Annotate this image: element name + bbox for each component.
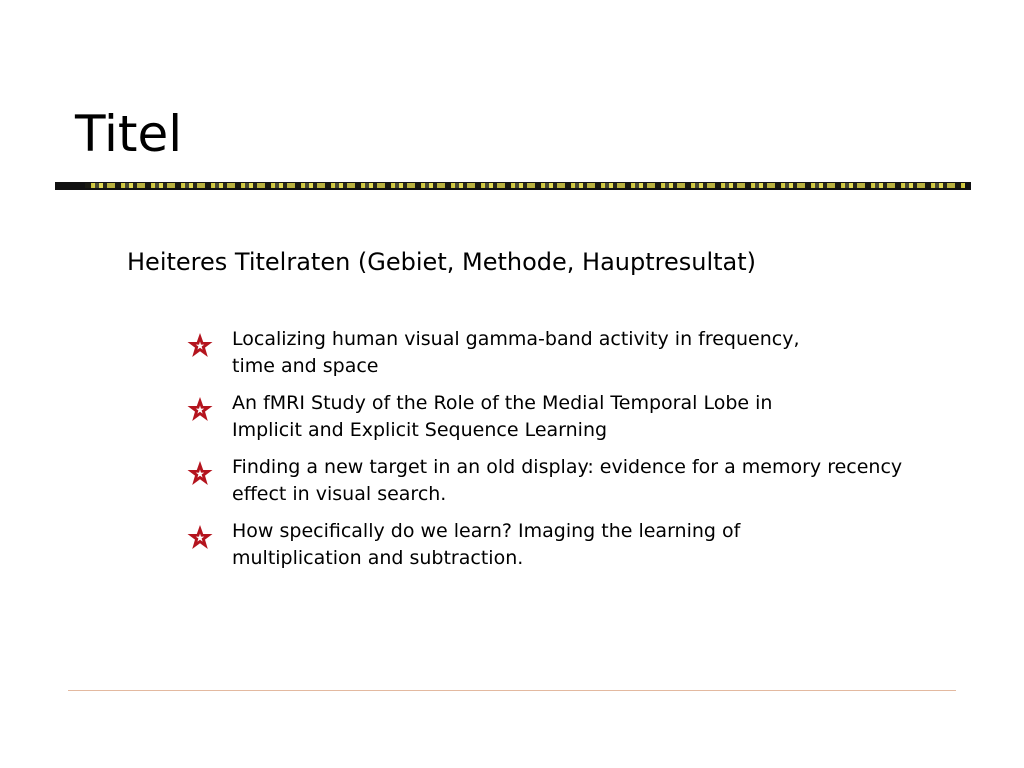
star-icon bbox=[186, 524, 214, 552]
footer-divider bbox=[68, 690, 956, 691]
slide-title: Titel bbox=[75, 105, 183, 163]
bullet-text: Finding a new target in an old display: evidence for a memory recency effect in visual search. bbox=[232, 456, 903, 505]
title-divider-bar bbox=[55, 182, 971, 190]
slide-subtitle: Heiteres Titelraten (Gebiet, Methode, Hauptresultat) bbox=[127, 248, 757, 276]
star-icon bbox=[186, 396, 214, 424]
bullet-list bbox=[182, 326, 962, 582]
bullet-item bbox=[182, 518, 962, 572]
title-divider-pattern bbox=[85, 183, 965, 188]
bullet-text: An fMRI Study of the Role of the Medial Temporal Lobe in Implicit and Explicit Sequence Learning bbox=[232, 392, 773, 441]
bullet-item bbox=[182, 326, 962, 380]
star-icon bbox=[186, 332, 214, 360]
bullet-item bbox=[182, 454, 962, 508]
bullet-text: How specifically do we learn? Imaging the learning of multiplication and subtraction. bbox=[232, 520, 741, 569]
bullet-item bbox=[182, 390, 962, 444]
star-icon bbox=[186, 460, 214, 488]
bullet-text: Localizing human visual gamma-band activity in frequency, time and space bbox=[232, 328, 800, 377]
